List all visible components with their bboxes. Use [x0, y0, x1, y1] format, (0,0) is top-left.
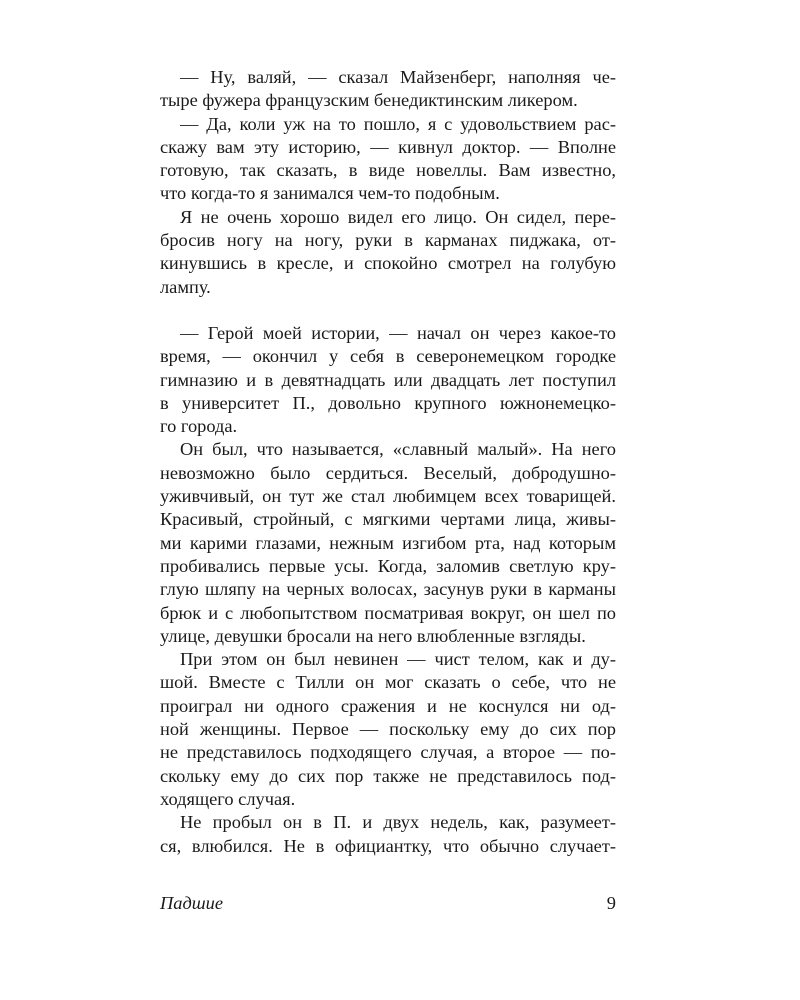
text-line: ной женщины. Первое — поскольку ему до сих пор [160, 719, 616, 740]
text-line: При этом он был невинен — чист телом, как и ду- [180, 649, 616, 670]
text-line: не представилось подходящего случая, а второе — по- [160, 742, 616, 763]
text-line: брюк и с любопытством посматривая вокруг, он шел по [160, 602, 616, 623]
text-line: — Да, коли уж на то пошло, я с удовольствием рас- [180, 113, 616, 134]
section-gap [160, 299, 616, 322]
text-line: Не пробыл он в П. и двух недель, как, разумеет- [180, 812, 616, 833]
text-line: Красивый, стройный, с мягкими чертами лица, живы- [160, 509, 616, 530]
text-line: лампу. [160, 276, 211, 297]
text-line: — Ну, валяй, — сказал Майзенберг, наполняя че- [180, 67, 616, 87]
text-line: тыре фужера французским бенедиктинским ликером. [160, 90, 578, 111]
text-line: что когда-то я занимался чем-то подобным. [160, 183, 500, 204]
running-title: Падшие [160, 893, 224, 913]
text-line: ся, влюбился. Не в официантку, что обычно случает- [160, 835, 616, 856]
text-line: го города. [160, 416, 238, 437]
text-line: время, — окончил у себя в северонемецком городке [160, 346, 616, 367]
text-line: проиграл ни одного сражения и не коснулся ни од- [160, 695, 616, 716]
text-line: глую шляпу на черных волосах, засунув руки в карманы [160, 579, 616, 600]
text-line: готовую, так сказать, в виде новеллы. Вам известно, [160, 160, 616, 181]
paragraph [160, 811, 616, 858]
text-line: гимназию и в девятнадцать или двадцать лет поступил [160, 369, 616, 390]
paragraph [160, 66, 616, 113]
text-line: улице, девушки бросали на него влюбленные взгляды. [160, 625, 586, 646]
text-line: Он был, что называется, «славный малый». На него [180, 439, 616, 460]
text-line: невозможно было сердиться. Веселый, добродушно- [160, 462, 616, 483]
text-line: пробивались первые усы. Когда, заломив светлую кру- [160, 555, 616, 576]
paragraph [160, 438, 616, 648]
text-line: шой. Вместе с Тилли он мог сказать о себе, что не [160, 672, 616, 693]
text-line: Я не очень хорошо видел его лицо. Он сидел, пере- [180, 206, 616, 227]
page-body [160, 66, 616, 858]
text-line: в университет П., довольно крупного южнонемецко- [160, 392, 616, 413]
text-line: ходящего случая. [160, 788, 296, 809]
text-line: кинувшись в кресле, и спокойно смотрел на голубую [160, 253, 616, 274]
text-line: скольку ему до сих пор также не представилось под- [160, 765, 616, 786]
text-line: ми карими глазами, нежным изгибом рта, над которым [160, 532, 616, 553]
paragraph [160, 206, 616, 299]
paragraph [160, 322, 616, 438]
paragraph [160, 113, 616, 206]
paragraph [160, 648, 616, 811]
text-line: уживчивый, он тут же стал любимцем всех товарищей. [160, 486, 616, 507]
text-line: бросив ногу на ногу, руки в карманах пиджака, от- [160, 230, 616, 251]
text-line: скажу вам эту историю, — кивнул доктор. — Вполне [160, 136, 616, 157]
page-number: 9 [606, 893, 616, 913]
text-line: — Герой моей истории, — начал он через какое-то [180, 322, 616, 343]
